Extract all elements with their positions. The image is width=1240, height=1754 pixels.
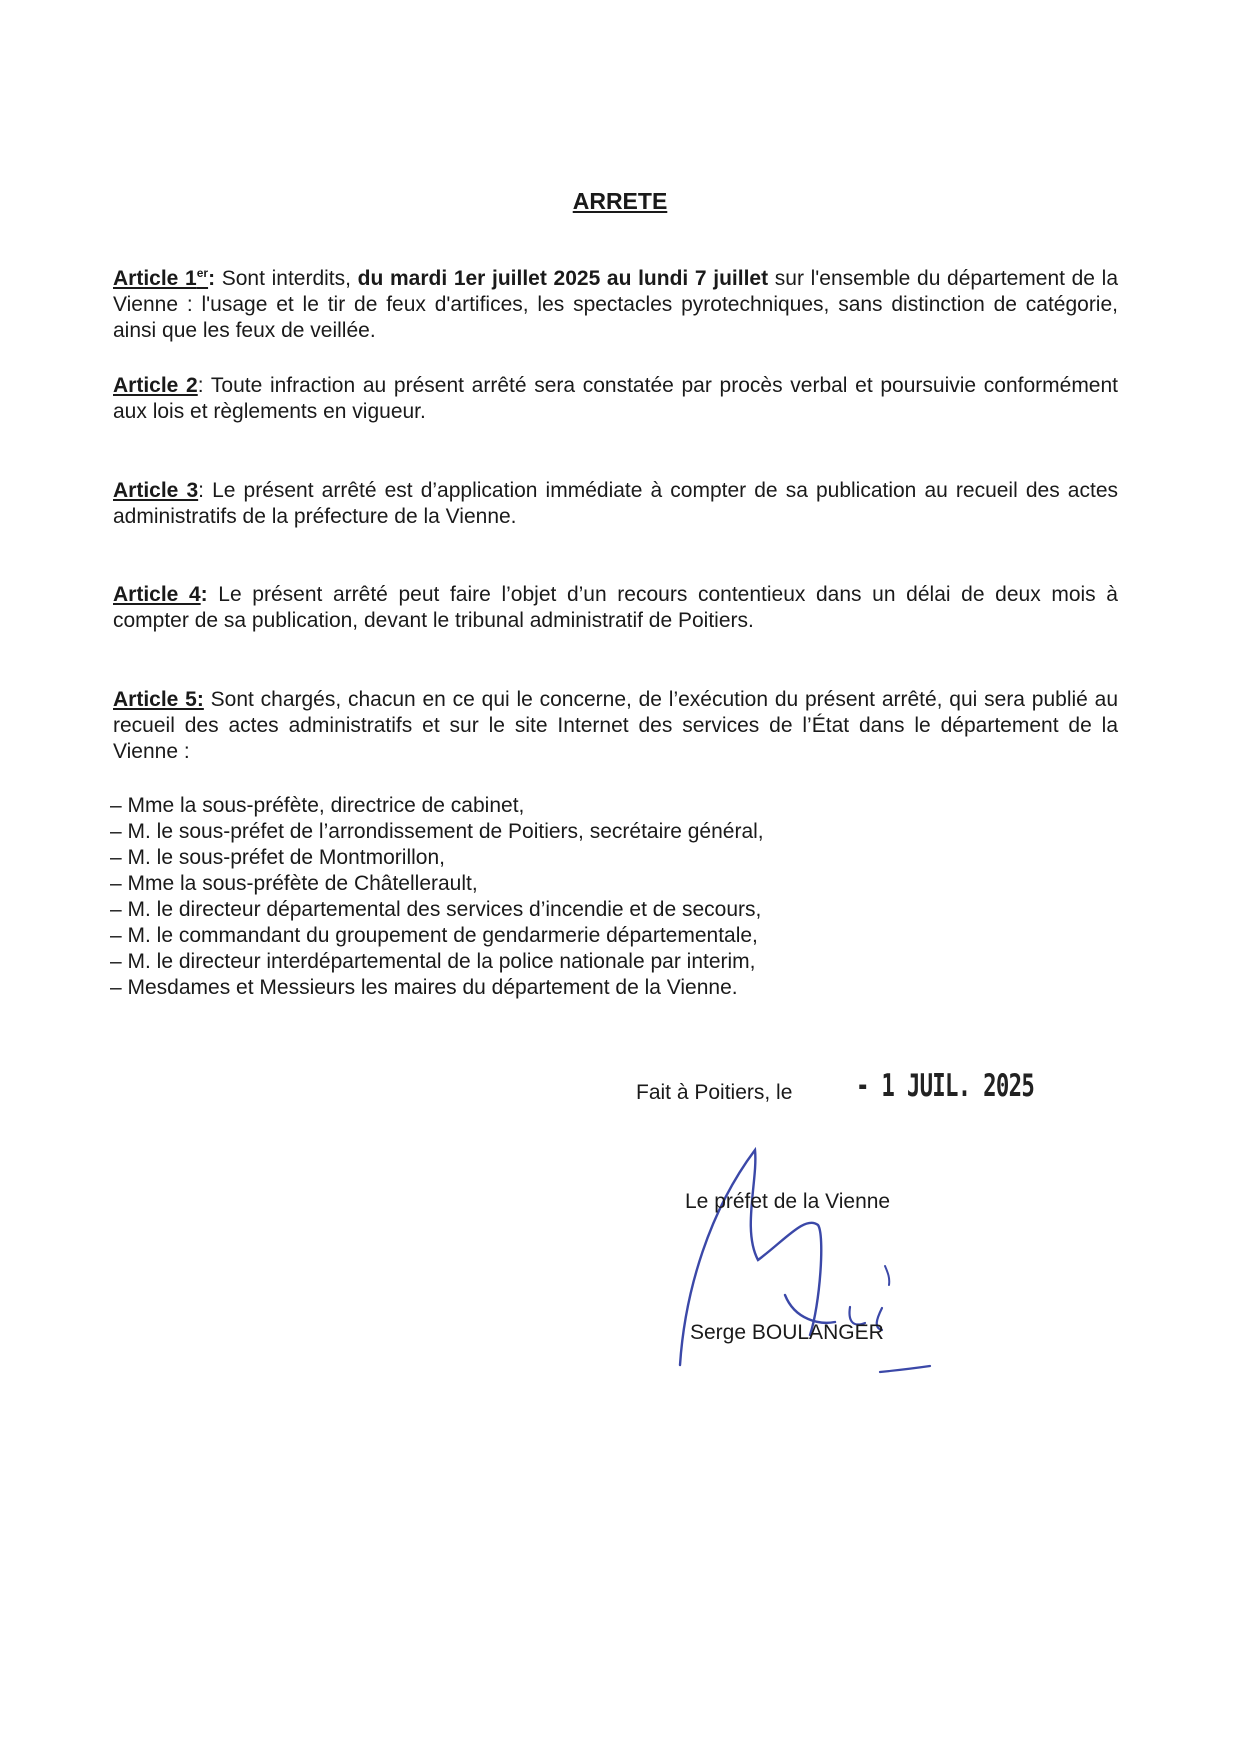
list-item: – M. le commandant du groupement de gendarmerie départementale,: [110, 924, 758, 947]
article-3: [113, 478, 1118, 530]
article-4: [113, 582, 1118, 634]
article-1-separator: :: [208, 267, 216, 290]
article-1-text-after: sur l'ensemble du département de la Vienne : l'usage et le tir de feux d'artifices, les spectacles pyrotechniques, sans distinction de catégorie, ainsi que les feux de veillée.: [113, 267, 1118, 342]
date-stamp: - 1 JUIL. 2025: [856, 1068, 1035, 1104]
article-3-text: Le présent arrêté est d’application immédiate à compter de sa publication au recueil des actes administratifs de la préfecture de la Vienne.: [113, 479, 1119, 528]
article-2: [113, 373, 1118, 425]
signer-role: Le préfet de la Vienne: [685, 1190, 891, 1213]
article-4-text: Le présent arrêté peut faire l’objet d’un recours contentieux dans un délai de deux mois à compter de sa publication, devant le tribunal administratif de Poitiers.: [113, 583, 1118, 632]
list-item: – M. le sous-préfet de l’arrondissement de Poitiers, secrétaire général,: [110, 820, 764, 843]
list-item: – Mme la sous-préfète de Châtellerault,: [110, 872, 478, 895]
article-3-separator: :: [198, 479, 204, 502]
article-1-date-range: du mardi 1er juillet 2025 au lundi 7 juillet: [357, 267, 769, 290]
article-3-label: Article 3: [113, 479, 199, 502]
article-1-text-before: Sont interdits,: [215, 267, 358, 290]
document-title: ARRETE: [572, 188, 668, 214]
signer-name: Serge BOULANGER: [690, 1321, 884, 1344]
list-item: – Mme la sous-préfète, directrice de cabinet,: [110, 794, 525, 817]
article-2-separator: :: [197, 374, 204, 397]
article-4-separator: :: [200, 583, 208, 606]
article-5: [113, 687, 1118, 765]
list-item: – M. le directeur départemental des services d’incendie et de secours,: [110, 898, 762, 921]
place-line: Fait à Poitiers, le: [636, 1081, 793, 1104]
list-item: – Mesdames et Messieurs les maires du département de la Vienne.: [110, 976, 738, 999]
article-1-label: Article 1er: [113, 266, 209, 290]
article-5-label: Article 5:: [113, 688, 204, 711]
article-5-text: Sont chargés, chacun en ce qui le concerne, de l’exécution du présent arrêté, qui sera publié au recueil des actes administratifs et sur le site Internet des services de l’État dans le département de la Vienne :: [113, 688, 1118, 763]
article-2-text: Toute infraction au présent arrêté sera constatée par procès verbal et poursuivie conformément aux lois et règlements en vigueur.: [113, 374, 1119, 423]
article-4-label: Article 4: [113, 583, 201, 606]
list-item: – M. le sous-préfet de Montmorillon,: [110, 846, 445, 869]
list-item: – M. le directeur interdépartemental de la police nationale par interim,: [110, 950, 756, 973]
article-1: [113, 266, 1118, 344]
article-2-label: Article 2: [113, 374, 198, 397]
recipients-list: [110, 793, 1110, 1001]
